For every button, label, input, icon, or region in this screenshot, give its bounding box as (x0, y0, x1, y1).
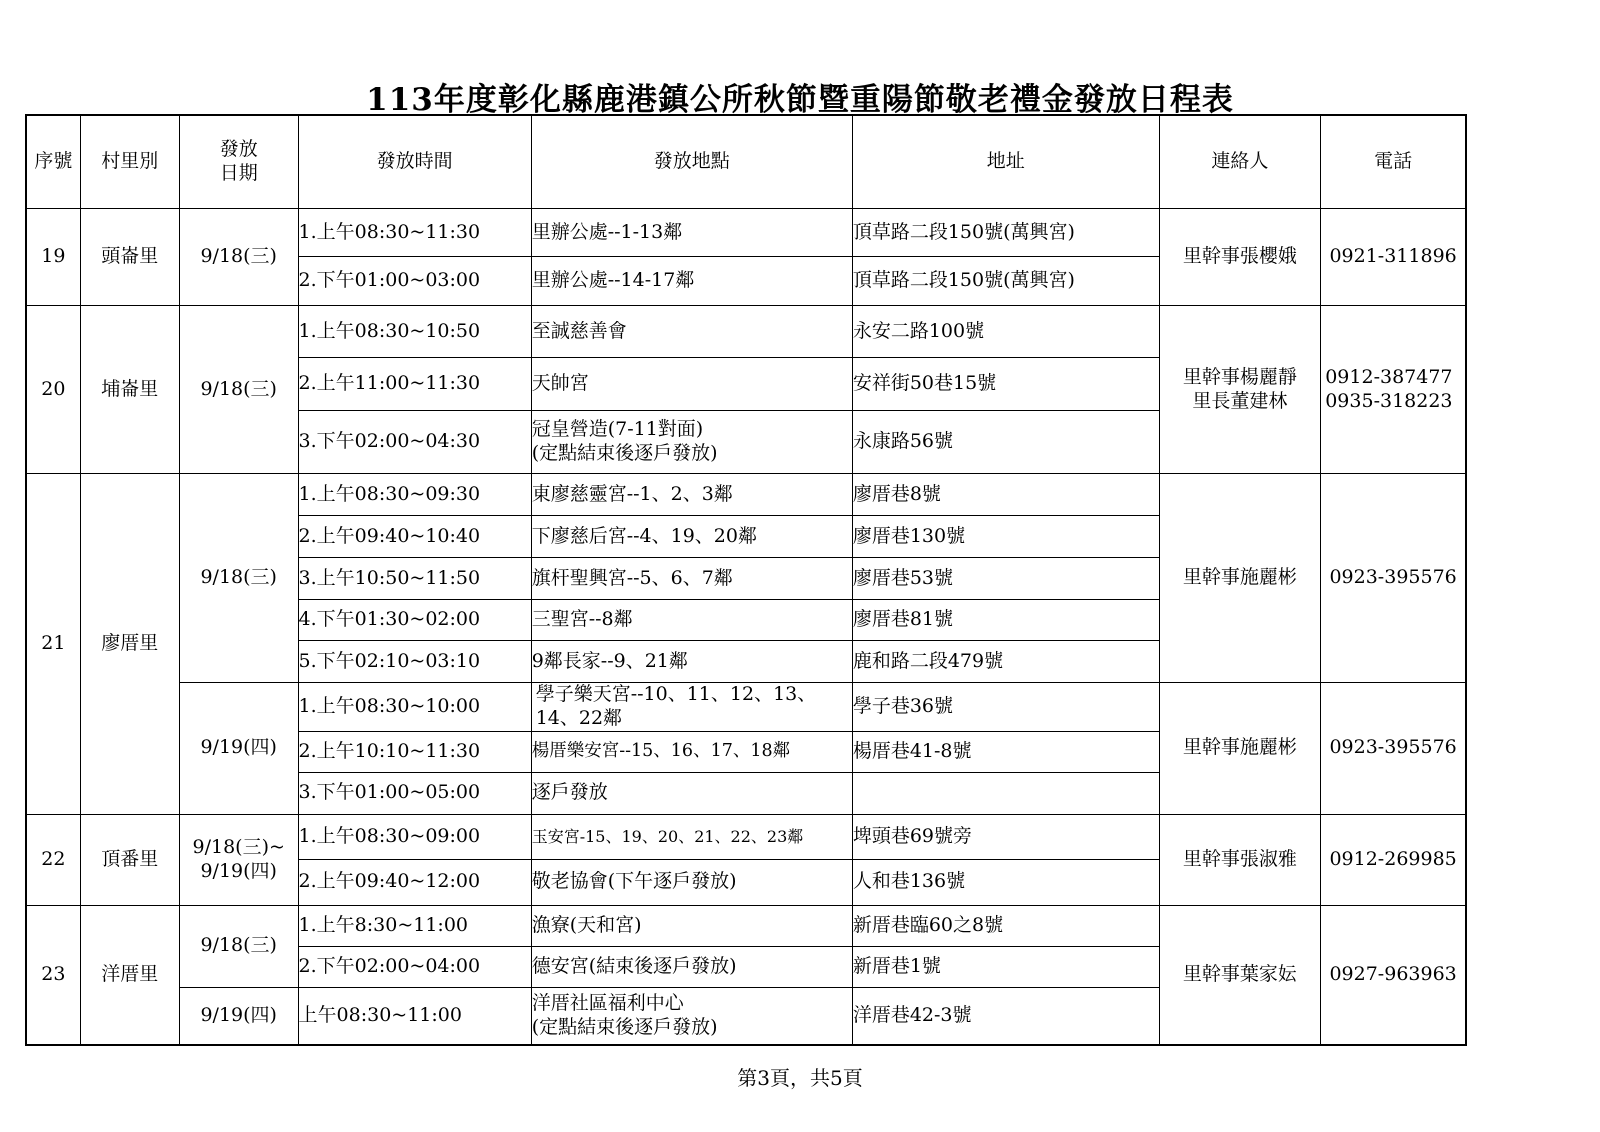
address-cell: 洋厝巷42-3號 (852, 987, 1159, 1045)
time-cell: 2.上午09:40~10:40 (298, 516, 531, 558)
place-cell (531, 987, 852, 1045)
phone-line1: 0912-387477 (1325, 365, 1453, 388)
date-cell: 9/19(四) (179, 987, 298, 1045)
time-cell: 1.上午08:30~10:50 (298, 306, 531, 358)
header-date-line2: 日期 (219, 162, 258, 184)
date-line1: 9/18(三)~ (192, 835, 285, 858)
seq-cell: 20 (26, 306, 80, 474)
address-cell: 廖厝巷8號 (852, 474, 1159, 516)
place-cell: 下廖慈后宮--4、19、20鄰 (531, 516, 852, 558)
place-cell: 逐戶發放 (531, 772, 852, 814)
place-cell: 敬老協會(下午逐戶發放) (531, 859, 852, 905)
table-row (26, 814, 1466, 859)
time-cell: 1.上午08:30~09:30 (298, 474, 531, 516)
address-cell: 頂草路二段150號(萬興宮) (852, 209, 1159, 257)
header-contact: 連絡人 (1159, 115, 1321, 209)
time-cell: 2.下午01:00~03:00 (298, 257, 531, 306)
address-cell: 永安二路100號 (852, 306, 1159, 358)
time-cell: 2.上午11:00~11:30 (298, 358, 531, 411)
time-cell: 2.上午09:40~12:00 (298, 859, 531, 905)
address-cell: 廖厝巷81號 (852, 600, 1159, 641)
time-cell: 2.上午10:10~11:30 (298, 731, 531, 772)
address-cell: 安祥街50巷15號 (852, 358, 1159, 411)
phone-cell: 0912-269985 (1321, 814, 1466, 905)
time-cell: 3.上午10:50~11:50 (298, 558, 531, 600)
page-title: 113年度彰化縣鹿港鎮公所秋節暨重陽節敬老禮金發放日程表 (366, 82, 1234, 118)
address-cell: 人和巷136號 (852, 859, 1159, 905)
contact-cell: 里幹事葉家妘 (1159, 905, 1321, 1045)
phone-cell: 0927-963963 (1321, 905, 1466, 1045)
header-place: 發放地點 (531, 115, 852, 209)
place-cell: 里辦公處--14-17鄰 (531, 257, 852, 306)
date-cell: 9/18(三) (179, 209, 298, 306)
place-cell: 三聖宮--8鄰 (531, 600, 852, 641)
time-cell: 上午08:30~11:00 (298, 987, 531, 1045)
time-cell: 3.下午01:00~05:00 (298, 772, 531, 814)
contact-cell: 里幹事張櫻娥 (1159, 209, 1321, 306)
village-cell: 埔崙里 (80, 306, 179, 474)
schedule-table (25, 114, 1467, 1046)
place-cell: 楊厝樂安宮--15、16、17、18鄰 (531, 731, 852, 772)
place-cell: 天帥宮 (531, 358, 852, 411)
date-cell: 9/18(三) (179, 905, 298, 987)
header-date (179, 115, 298, 209)
header-time: 發放時間 (298, 115, 531, 209)
header-village: 村里別 (80, 115, 179, 209)
seq-cell: 22 (26, 814, 80, 905)
place-line2: (定點結束後逐戶發放) (531, 1015, 718, 1038)
time-cell: 2.下午02:00~04:00 (298, 946, 531, 987)
date-cell: 9/19(四) (179, 683, 298, 815)
table-row (26, 209, 1466, 257)
place-line2: (定點結束後逐戶發放) (531, 442, 718, 464)
contact-cell: 里幹事施麗彬 (1159, 683, 1321, 815)
place-cell: 玉安宮-15、19、20、21、22、23鄰 (531, 814, 852, 859)
address-cell (852, 772, 1159, 814)
address-cell: 新厝巷臨60之8號 (852, 905, 1159, 946)
seq-cell: 21 (26, 474, 80, 815)
seq-cell: 23 (26, 905, 80, 1045)
address-cell: 永康路56號 (852, 411, 1159, 474)
contact-line1: 里幹事楊麗靜 (1182, 365, 1297, 388)
table-row (26, 306, 1466, 358)
place-cell: 漁寮(天和宮) (531, 905, 852, 946)
address-cell: 頂草路二段150號(萬興宮) (852, 257, 1159, 306)
place-line1: 洋厝社區福利中心 (531, 992, 684, 1014)
place-cell: 里辦公處--1-13鄰 (531, 209, 852, 257)
place-cell (531, 411, 852, 474)
contact-cell: 里幹事張淑雅 (1159, 814, 1321, 905)
time-cell: 1.上午08:30~11:30 (298, 209, 531, 257)
contact-cell (1159, 306, 1321, 474)
date-line2: 9/19(四) (200, 859, 277, 882)
place-cell: 旗杆聖興宮--5、6、7鄰 (531, 558, 852, 600)
place-cell: 學子樂天宮--10、11、12、13、14、22鄰 (531, 683, 852, 732)
table-row (26, 683, 1466, 732)
date-cell: 9/18(三) (179, 306, 298, 474)
header-address: 地址 (852, 115, 1159, 209)
date-cell (179, 814, 298, 905)
time-cell: 3.下午02:00~04:30 (298, 411, 531, 474)
place-cell: 德安宮(結束後逐戶發放) (531, 946, 852, 987)
phone-cell: 0921-311896 (1321, 209, 1466, 306)
address-cell: 學子巷36號 (852, 683, 1159, 732)
contact-line2: 里長董建林 (1192, 389, 1288, 412)
village-cell: 頭崙里 (80, 209, 179, 306)
village-cell: 廖厝里 (80, 474, 179, 815)
address-cell: 廖厝巷130號 (852, 516, 1159, 558)
village-cell: 頂番里 (80, 814, 179, 905)
phone-line2: 0935-318223 (1325, 389, 1453, 412)
address-cell: 鹿和路二段479號 (852, 641, 1159, 683)
seq-cell: 19 (26, 209, 80, 306)
header-row (26, 115, 1466, 209)
phone-cell (1321, 306, 1466, 474)
time-cell: 1.上午08:30~10:00 (298, 683, 531, 732)
table-row (26, 474, 1466, 516)
time-cell: 5.下午02:10~03:10 (298, 641, 531, 683)
contact-cell: 里幹事施麗彬 (1159, 474, 1321, 683)
time-cell: 1.上午8:30~11:00 (298, 905, 531, 946)
address-cell: 新厝巷1號 (852, 946, 1159, 987)
place-cell: 東廖慈靈宮--1、2、3鄰 (531, 474, 852, 516)
header-date-line1: 發放 (219, 138, 258, 161)
time-cell: 1.上午08:30~09:00 (298, 814, 531, 859)
date-cell: 9/18(三) (179, 474, 298, 683)
address-cell: 埤頭巷69號旁 (852, 814, 1159, 859)
time-cell: 4.下午01:30~02:00 (298, 600, 531, 641)
page-number: 第3頁，共5頁 (737, 1066, 863, 1090)
header-seq: 序號 (26, 115, 80, 209)
address-cell: 廖厝巷53號 (852, 558, 1159, 600)
header-phone: 電話 (1321, 115, 1466, 209)
phone-cell: 0923-395576 (1321, 474, 1466, 683)
phone-cell: 0923-395576 (1321, 683, 1466, 815)
place-cell: 9鄰長家--9、21鄰 (531, 641, 852, 683)
village-cell: 洋厝里 (80, 905, 179, 1045)
place-line1: 冠皇營造(7-11對面) (531, 418, 704, 441)
table-row (26, 905, 1466, 946)
place-cell: 至誠慈善會 (531, 306, 852, 358)
address-cell: 楊厝巷41-8號 (852, 731, 1159, 772)
